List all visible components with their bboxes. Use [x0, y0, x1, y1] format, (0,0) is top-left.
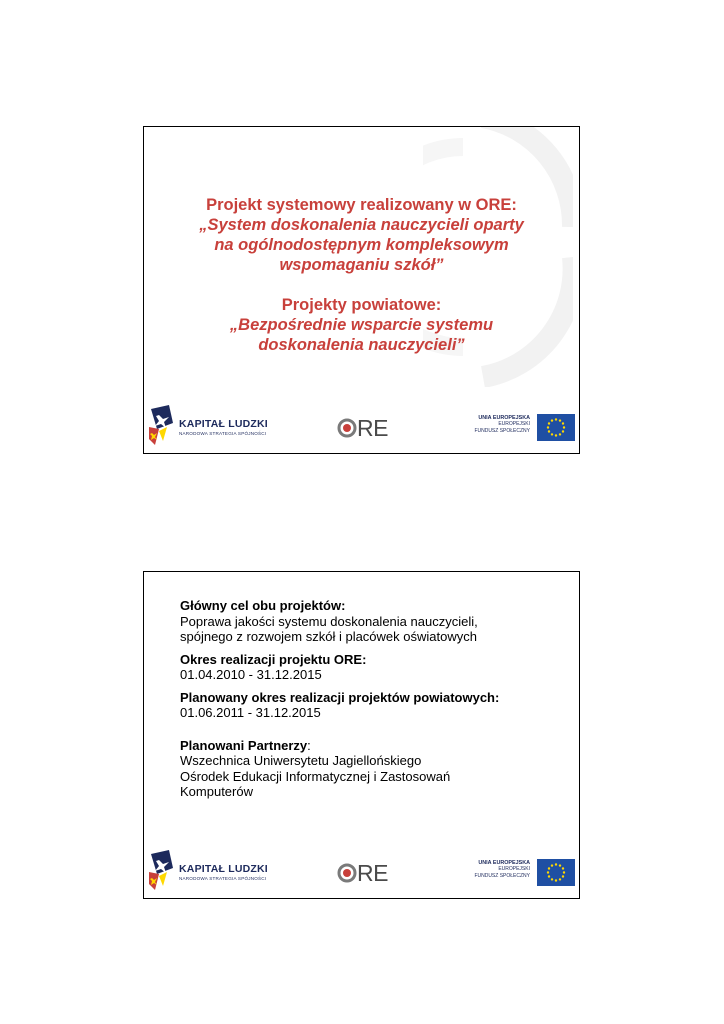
slide-1-line-7: doskonalenia nauczycieli”	[258, 336, 465, 354]
kapital-ludzki-logo	[149, 405, 279, 449]
kapital-ludzki-subtitle: NARODOWA STRATEGIA SPÓJNOŚCI	[179, 431, 267, 436]
slide-1-line-5: Projekty powiatowe:	[281, 296, 442, 314]
goal-heading: Główny cel obu projektów:	[180, 598, 346, 613]
eu-line-2: EUROPEJSKI	[498, 866, 530, 873]
planned-value: 01.06.2011 - 31.12.2015	[180, 705, 321, 720]
slide-1-title-block	[144, 195, 579, 355]
ore-circle-icon	[337, 415, 357, 441]
eu-logo	[465, 859, 575, 887]
eu-line-1: UNIA EUROPEJSKA	[478, 415, 530, 421]
kapital-ludzki-logo	[149, 850, 279, 894]
goal-line-1: Poprawa jakości systemu doskonalenia nauczycieli,	[180, 613, 478, 629]
eu-flag-icon	[537, 414, 575, 441]
slide-1-line-3: na ogólnodostępnym kompleksowym	[214, 236, 509, 254]
eu-flag-icon	[537, 859, 575, 886]
partner-2-line-2: Komputerów	[180, 784, 253, 799]
kapital-ludzki-title: KAPITAŁ LUDZKI	[179, 863, 268, 875]
slide-2-footer	[144, 848, 579, 898]
slide-2-body	[180, 598, 567, 800]
slide-1-line-2: „System doskonalenia nauczycieli oparty	[199, 216, 524, 234]
period-heading: Okres realizacji projektu ORE:	[180, 651, 367, 667]
partners-heading: Planowani Partnerzy	[180, 737, 308, 753]
ore-logo-text: RE	[357, 415, 388, 441]
partner-2-line-1: Ośrodek Edukacji Informatycznej i Zastosowań	[180, 768, 451, 784]
partner-1: Wszechnica Uniwersytetu Jagiellońskiego	[180, 753, 422, 768]
slide-1-line-6: „Bezpośrednie wsparcie systemu	[229, 316, 494, 334]
ore-logo	[337, 415, 397, 441]
eu-line-1: UNIA EUROPEJSKA	[478, 860, 530, 866]
kapital-ludzki-star-icon	[149, 405, 177, 449]
eu-line-3: FUNDUSZ SPOŁECZNY	[474, 427, 530, 434]
slide-2	[143, 571, 580, 899]
ore-circle-icon	[337, 860, 357, 886]
partners-heading-line	[180, 738, 567, 754]
goal-line-2: spójnego z rozwojem szkół i placówek oświatowych	[180, 629, 477, 644]
slide-1	[143, 126, 580, 454]
eu-line-2: EUROPEJSKI	[498, 421, 530, 428]
partners-colon: :	[307, 737, 311, 753]
slide-1-footer	[144, 403, 579, 453]
slide-1-line-1: Projekt systemowy realizowany w ORE:	[206, 196, 517, 214]
kapital-ludzki-star-icon	[149, 850, 177, 894]
kapital-ludzki-subtitle: NARODOWA STRATEGIA SPÓJNOŚCI	[179, 876, 267, 881]
slide-1-line-4: wspomaganiu szkół”	[279, 256, 444, 274]
planned-heading: Planowany okres realizacji projektów powiatowych:	[180, 689, 500, 705]
ore-logo	[337, 860, 397, 886]
ore-logo-text: RE	[357, 860, 388, 886]
eu-line-3: FUNDUSZ SPOŁECZNY	[474, 872, 530, 879]
period-value: 01.04.2010 - 31.12.2015	[180, 667, 322, 682]
kapital-ludzki-title: KAPITAŁ LUDZKI	[179, 418, 268, 430]
eu-logo	[465, 414, 575, 442]
